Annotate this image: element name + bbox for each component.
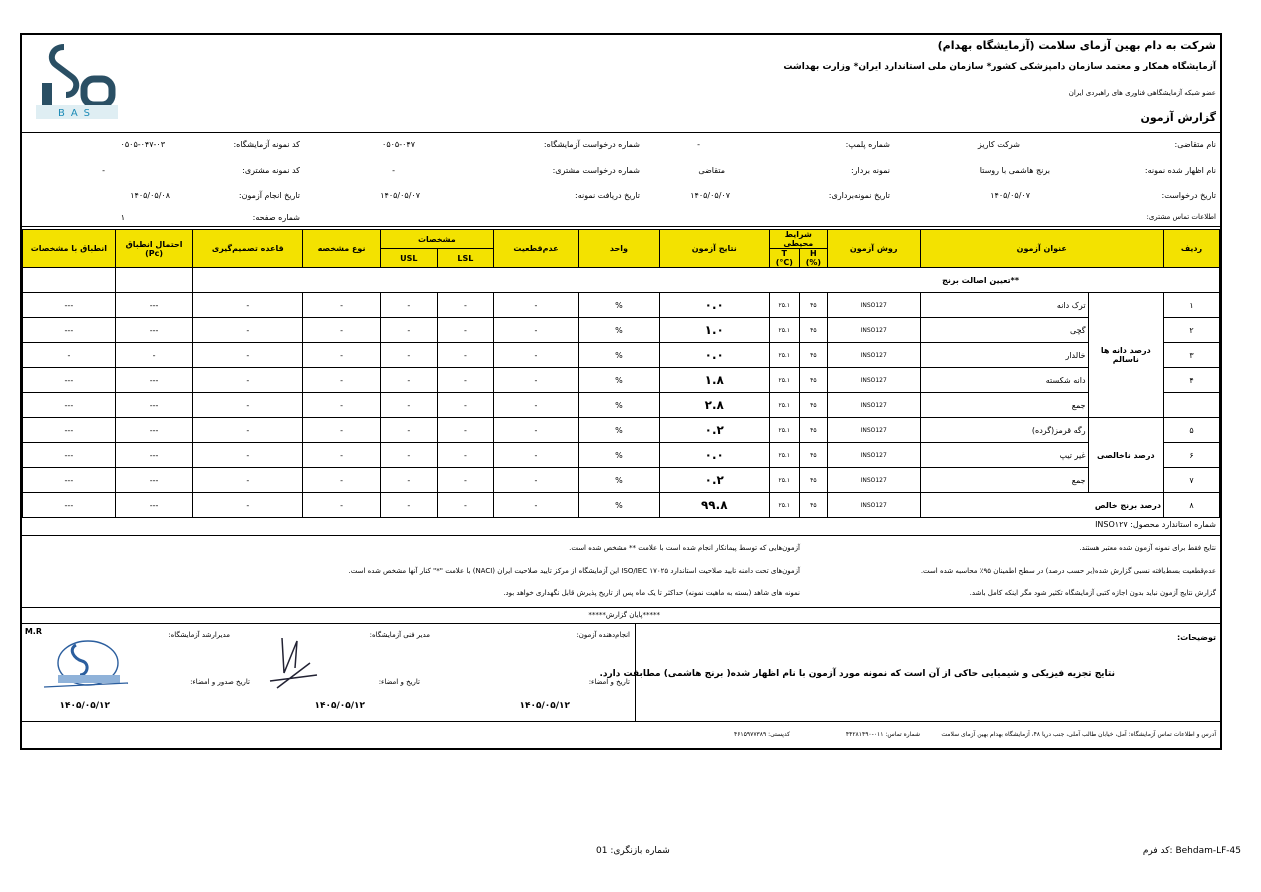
uncertainty: - [493, 318, 578, 343]
contact-phone: شماره تماس: ۰۱۱-۴۴۲۸۱۴۹۰ [845, 731, 920, 738]
remarks-text: نتایج تجزیه فیزیکی و شیمیایی حاکی از آن است که نمونه مورد آزمون با نام اظهار شده( برنج هاشمی) مطابقت دارد. [599, 669, 1115, 679]
test-method: INSO127 [827, 318, 920, 343]
test-method: INSO127 [827, 493, 920, 518]
report-end: *****پایان گزارش***** [588, 611, 660, 619]
spec-type: - [303, 318, 381, 343]
report-header [22, 35, 1220, 133]
group-impurity: درصد ناخالصی [1088, 418, 1163, 493]
pc: --- [115, 493, 193, 518]
usl: - [380, 393, 437, 418]
note-1: نتایج فقط برای نمونه آزمون شده معتبر هستند. [1079, 544, 1216, 552]
decision-rule: - [193, 468, 303, 493]
senior-sign-label: تاریخ صدور و امضاء: [190, 678, 250, 686]
section-title: **تعیین اصالت برنج [193, 268, 1220, 293]
temperature: ۲۵.۱ [769, 393, 799, 418]
temperature: ۲۵.۱ [769, 443, 799, 468]
uncertainty: - [493, 493, 578, 518]
seal-label: شماره پلمپ: [845, 140, 890, 149]
test-method: INSO127 [827, 418, 920, 443]
test-date-value: ۱۴۰۵/۰۵/۰۸ [130, 191, 170, 200]
lsl: - [437, 293, 493, 318]
unit: % [579, 393, 660, 418]
col-method: روش آزمون [827, 230, 920, 268]
revision-number: شماره بازنگری: 01 [596, 846, 670, 856]
test-title: دانه شکسته [920, 368, 1088, 393]
cust-req-value: - [392, 166, 395, 175]
temperature: ۲۵.۱ [769, 418, 799, 443]
spec-type: - [303, 393, 381, 418]
note-6: نمونه های شاهد (بسته به ماهیت نمونه) حداکثر تا یک ماه پس از تاریخ پذیرش قابل نگهداری خواهد بود. [503, 589, 800, 597]
row-number: ۵ [1163, 418, 1219, 443]
unit: % [579, 293, 660, 318]
humidity: ۴۵ [799, 468, 827, 493]
table-row [23, 468, 1220, 493]
table-row [23, 343, 1220, 368]
spec-type: - [303, 493, 381, 518]
uncertainty: - [493, 418, 578, 443]
row-number [1163, 393, 1219, 418]
test-title: درصد برنج خالص [920, 493, 1163, 518]
unit: % [579, 468, 660, 493]
seal-value: - [697, 140, 700, 149]
tech-label: مدیر فنی آزمایشگاه: [369, 631, 430, 639]
col-spec: مشخصات [380, 230, 493, 249]
conformity: --- [23, 468, 116, 493]
row-number: ۶ [1163, 443, 1219, 468]
usl: - [380, 418, 437, 443]
test-title: رگه قرمز(گرده) [920, 418, 1088, 443]
standard-note: شماره استاندارد محصول: INSO۱۲۷ [1095, 520, 1216, 529]
conformity: --- [23, 443, 116, 468]
spec-type: - [303, 293, 381, 318]
sampling-date-label: تاریخ نمونه‌برداری: [828, 191, 890, 200]
lsl: - [437, 493, 493, 518]
pc: --- [115, 318, 193, 343]
applicant-label: نام متقاضی: [1174, 140, 1216, 149]
group-unsound: درصد دانه ها ناسالم [1088, 293, 1163, 418]
test-date-label: تاریخ انجام آزمون: [238, 191, 300, 200]
test-method: INSO127 [827, 443, 920, 468]
conformity: - [23, 343, 116, 368]
test-result: ۰.۰ [659, 343, 769, 368]
test-title: جمع [920, 468, 1088, 493]
conformity: --- [23, 493, 116, 518]
usl: - [380, 368, 437, 393]
note-2: آزمون‌هایی که توسط پیمانکار انجام شده است با علامت ** مشخص شده است. [569, 544, 800, 552]
table-row [23, 443, 1220, 468]
col-unit: واحد [579, 230, 660, 268]
unit: % [579, 318, 660, 343]
pc: --- [115, 468, 193, 493]
report-title: گزارش آزمون [1140, 111, 1216, 124]
lsl: - [437, 368, 493, 393]
pc: --- [115, 418, 193, 443]
decision-rule: - [193, 493, 303, 518]
col-usl: USL [380, 249, 437, 268]
page-value: ۱ [120, 213, 125, 222]
temperature: ۲۵.۱ [769, 318, 799, 343]
pc: --- [115, 293, 193, 318]
tech-sign-label: تاریخ و امضاء: [378, 678, 420, 686]
row-number: ۳ [1163, 343, 1219, 368]
declared-value: برنج هاشمی با روستا [979, 166, 1050, 175]
lsl: - [437, 343, 493, 368]
uncertainty: - [493, 443, 578, 468]
table-row [23, 293, 1220, 318]
unit: % [579, 343, 660, 368]
form-code: کد فرم: Behdam-LF-45 [1142, 846, 1241, 856]
unit: % [579, 443, 660, 468]
senior-date: ۱۴۰۵/۰۵/۱۲ [59, 701, 110, 711]
company-name: شرکت به دام بهین آزمای سلامت (آزمایشگاه بهدام) [937, 39, 1216, 52]
usl: - [380, 343, 437, 368]
humidity: ۴۵ [799, 318, 827, 343]
col-result: نتایج آزمون [659, 230, 769, 268]
test-method: INSO127 [827, 468, 920, 493]
spec-type: - [303, 468, 381, 493]
note-4: آزمون‌های تحت دامنه تایید صلاحیت استاندارد ISO/IEC ۱۷۰۲۵ این آزمایشگاه از مرکز تایید صلاحیت ایران (NACI) با علامت "*" کنار آنها مشخص شده است. [348, 567, 800, 575]
note-3: عدم‌قطعیت بسط‌یافته نسبی گزارش شده(بر حسب درصد) در سطح اطمینان ۹۵٪ محاسبه شده است. [920, 567, 1216, 575]
mr-label: M.R [24, 627, 42, 636]
col-title: عنوان آزمون [920, 230, 1163, 268]
page-label: شماره صفحه: [252, 213, 300, 222]
tech-date: ۱۴۰۵/۰۵/۱۲ [314, 701, 365, 711]
test-method: INSO127 [827, 293, 920, 318]
logo-text: BAS [57, 108, 97, 119]
sampling-date-value: ۱۴۰۵/۰۵/۰۷ [690, 191, 730, 200]
unit: % [579, 368, 660, 393]
uncertainty: - [493, 343, 578, 368]
test-title: ترک دانه [920, 293, 1088, 318]
pc: - [115, 343, 193, 368]
spec-type: - [303, 343, 381, 368]
req-date-value: ۱۴۰۵/۰۵/۰۷ [990, 191, 1030, 200]
uncertainty: - [493, 368, 578, 393]
temperature: ۲۵.۱ [769, 468, 799, 493]
pc: --- [115, 368, 193, 393]
contact-label: اطلاعات تماس مشتری: [1146, 213, 1216, 221]
humidity: ۴۵ [799, 368, 827, 393]
req-no-value: ۰۵۰۵-۰۴۷ [382, 140, 415, 149]
table-row [23, 493, 1220, 518]
senior-label: مدیرارشد آزمایشگاه: [168, 631, 230, 639]
test-title: خالدار [920, 343, 1088, 368]
temperature: ۲۵.۱ [769, 368, 799, 393]
member-line: عضو شبکه آزمایشگاهی فناوری های راهبردی ایران [1068, 89, 1216, 97]
col-t: T (°C) [769, 249, 799, 268]
test-result: ۰.۰ [659, 443, 769, 468]
spec-type: - [303, 418, 381, 443]
uncertainty: - [493, 468, 578, 493]
test-method: INSO127 [827, 343, 920, 368]
test-result: ۲.۸ [659, 393, 769, 418]
applicant-value: شرکت کاریز [977, 140, 1020, 149]
contact-postal: کدپستی: ۴۶۱۵۹۷۷۳۸۹ [733, 731, 790, 738]
row-number: ۱ [1163, 293, 1219, 318]
test-result: ۹۹.۸ [659, 493, 769, 518]
spec-type: - [303, 443, 381, 468]
test-result: ۰.۲ [659, 468, 769, 493]
declared-label: نام اظهار شده نمونه: [1144, 166, 1216, 175]
conformity: --- [23, 418, 116, 443]
col-lsl: LSL [437, 249, 493, 268]
tech-signature [262, 633, 322, 693]
lsl: - [437, 393, 493, 418]
tester-sign-label: تاریخ و امضاء: [588, 678, 630, 686]
remarks-label: توضیحات: [1176, 633, 1216, 642]
usl: - [380, 318, 437, 343]
humidity: ۴۵ [799, 393, 827, 418]
test-result: ۱.۸ [659, 368, 769, 393]
test-result: ۰.۲ [659, 418, 769, 443]
lsl: - [437, 443, 493, 468]
uncertainty: - [493, 293, 578, 318]
tester-date: ۱۴۰۵/۰۵/۱۲ [519, 701, 570, 711]
humidity: ۴۵ [799, 343, 827, 368]
col-spec-type: نوع مشخصه [303, 230, 381, 268]
test-method: INSO127 [827, 393, 920, 418]
pc: --- [115, 443, 193, 468]
test-method: INSO127 [827, 368, 920, 393]
sample-code-value: ۰۵۰۵-۰۴۷-۰۳ [120, 140, 165, 149]
decision-rule: - [193, 293, 303, 318]
row-number: ۴ [1163, 368, 1219, 393]
row-number: ۸ [1163, 493, 1219, 518]
lsl: - [437, 468, 493, 493]
table-row [23, 418, 1220, 443]
col-h: H (%) [799, 249, 827, 268]
test-title: جمع [920, 393, 1088, 418]
conformity: --- [23, 293, 116, 318]
humidity: ۴۵ [799, 418, 827, 443]
test-result: ۰.۰ [659, 293, 769, 318]
signature-section [22, 623, 1220, 722]
company-logo [34, 43, 120, 121]
conformity: --- [23, 393, 116, 418]
unit: % [579, 418, 660, 443]
recv-date-value: ۱۴۰۵/۰۵/۰۷ [380, 191, 420, 200]
temperature: ۲۵.۱ [769, 493, 799, 518]
cust-code-label: کد نمونه مشتری: [242, 166, 300, 175]
recv-date-label: تاریخ دریافت نمونه: [575, 191, 640, 200]
usl: - [380, 443, 437, 468]
results-table [22, 229, 1220, 518]
usl: - [380, 293, 437, 318]
decision-rule: - [193, 368, 303, 393]
tester-label: انجام‌دهنده آزمون: [576, 631, 630, 639]
table-row [23, 318, 1220, 343]
stamp-seal [40, 635, 130, 695]
test-title: غیر تیپ [920, 443, 1088, 468]
lsl: - [437, 418, 493, 443]
cust-code-value: - [102, 166, 105, 175]
table-row [23, 393, 1220, 418]
col-pc: احتمال انطباق (Pc) [115, 230, 193, 268]
sample-code-label: کد نمونه آزمایشگاه: [233, 140, 300, 149]
cust-req-label: شماره درخواست مشتری: [552, 166, 640, 175]
req-date-label: تاریخ درخواست: [1161, 191, 1216, 200]
note-5: گزارش نتایج آزمون نباید بدون اجازه کتبی آزمایشگاه تکثیر شود مگر اینکه کامل باشد. [969, 589, 1216, 597]
lsl: - [437, 318, 493, 343]
request-info [22, 133, 1220, 227]
row-number: ۲ [1163, 318, 1219, 343]
pc: --- [115, 393, 193, 418]
company-subtitle: آزمایشگاه همکار و معتمد سازمان دامپزشکی کشور* سازمان ملی استاندارد ایران* وزارت بهداشت [783, 62, 1216, 72]
col-env: شرایط محیطی [769, 230, 827, 249]
col-uncert: عدم‌قطعیت [493, 230, 578, 268]
temperature: ۲۵.۱ [769, 343, 799, 368]
sampler-label: نمونه بردار: [850, 166, 890, 175]
row-number: ۷ [1163, 468, 1219, 493]
unit: % [579, 493, 660, 518]
conformity: --- [23, 368, 116, 393]
humidity: ۴۵ [799, 293, 827, 318]
conformity: --- [23, 318, 116, 343]
decision-rule: - [193, 443, 303, 468]
uncertainty: - [493, 393, 578, 418]
col-conf: انطباق با مشخصات [23, 230, 116, 268]
decision-rule: - [193, 318, 303, 343]
test-result: ۱.۰ [659, 318, 769, 343]
col-row: ردیف [1163, 230, 1219, 268]
decision-rule: - [193, 393, 303, 418]
usl: - [380, 468, 437, 493]
decision-rule: - [193, 418, 303, 443]
temperature: ۲۵.۱ [769, 293, 799, 318]
decision-rule: - [193, 343, 303, 368]
humidity: ۴۵ [799, 443, 827, 468]
contact-address: آدرس و اطلاعات تماس آزمایشگاه: آمل، خیابان طالب آملی، جنب دریا ۴۸، آزمایشگاه بهدام بهین آزمای سلامت [941, 731, 1216, 738]
spec-type: - [303, 368, 381, 393]
sampler-value: متقاضی [698, 166, 725, 175]
col-decision: قاعده تصمیم‌گیری [193, 230, 303, 268]
usl: - [380, 493, 437, 518]
report-frame [20, 33, 1222, 750]
table-row [23, 368, 1220, 393]
humidity: ۴۵ [799, 493, 827, 518]
req-no-label: شماره درخواست آزمایشگاه: [543, 140, 640, 149]
test-title: گچی [920, 318, 1088, 343]
